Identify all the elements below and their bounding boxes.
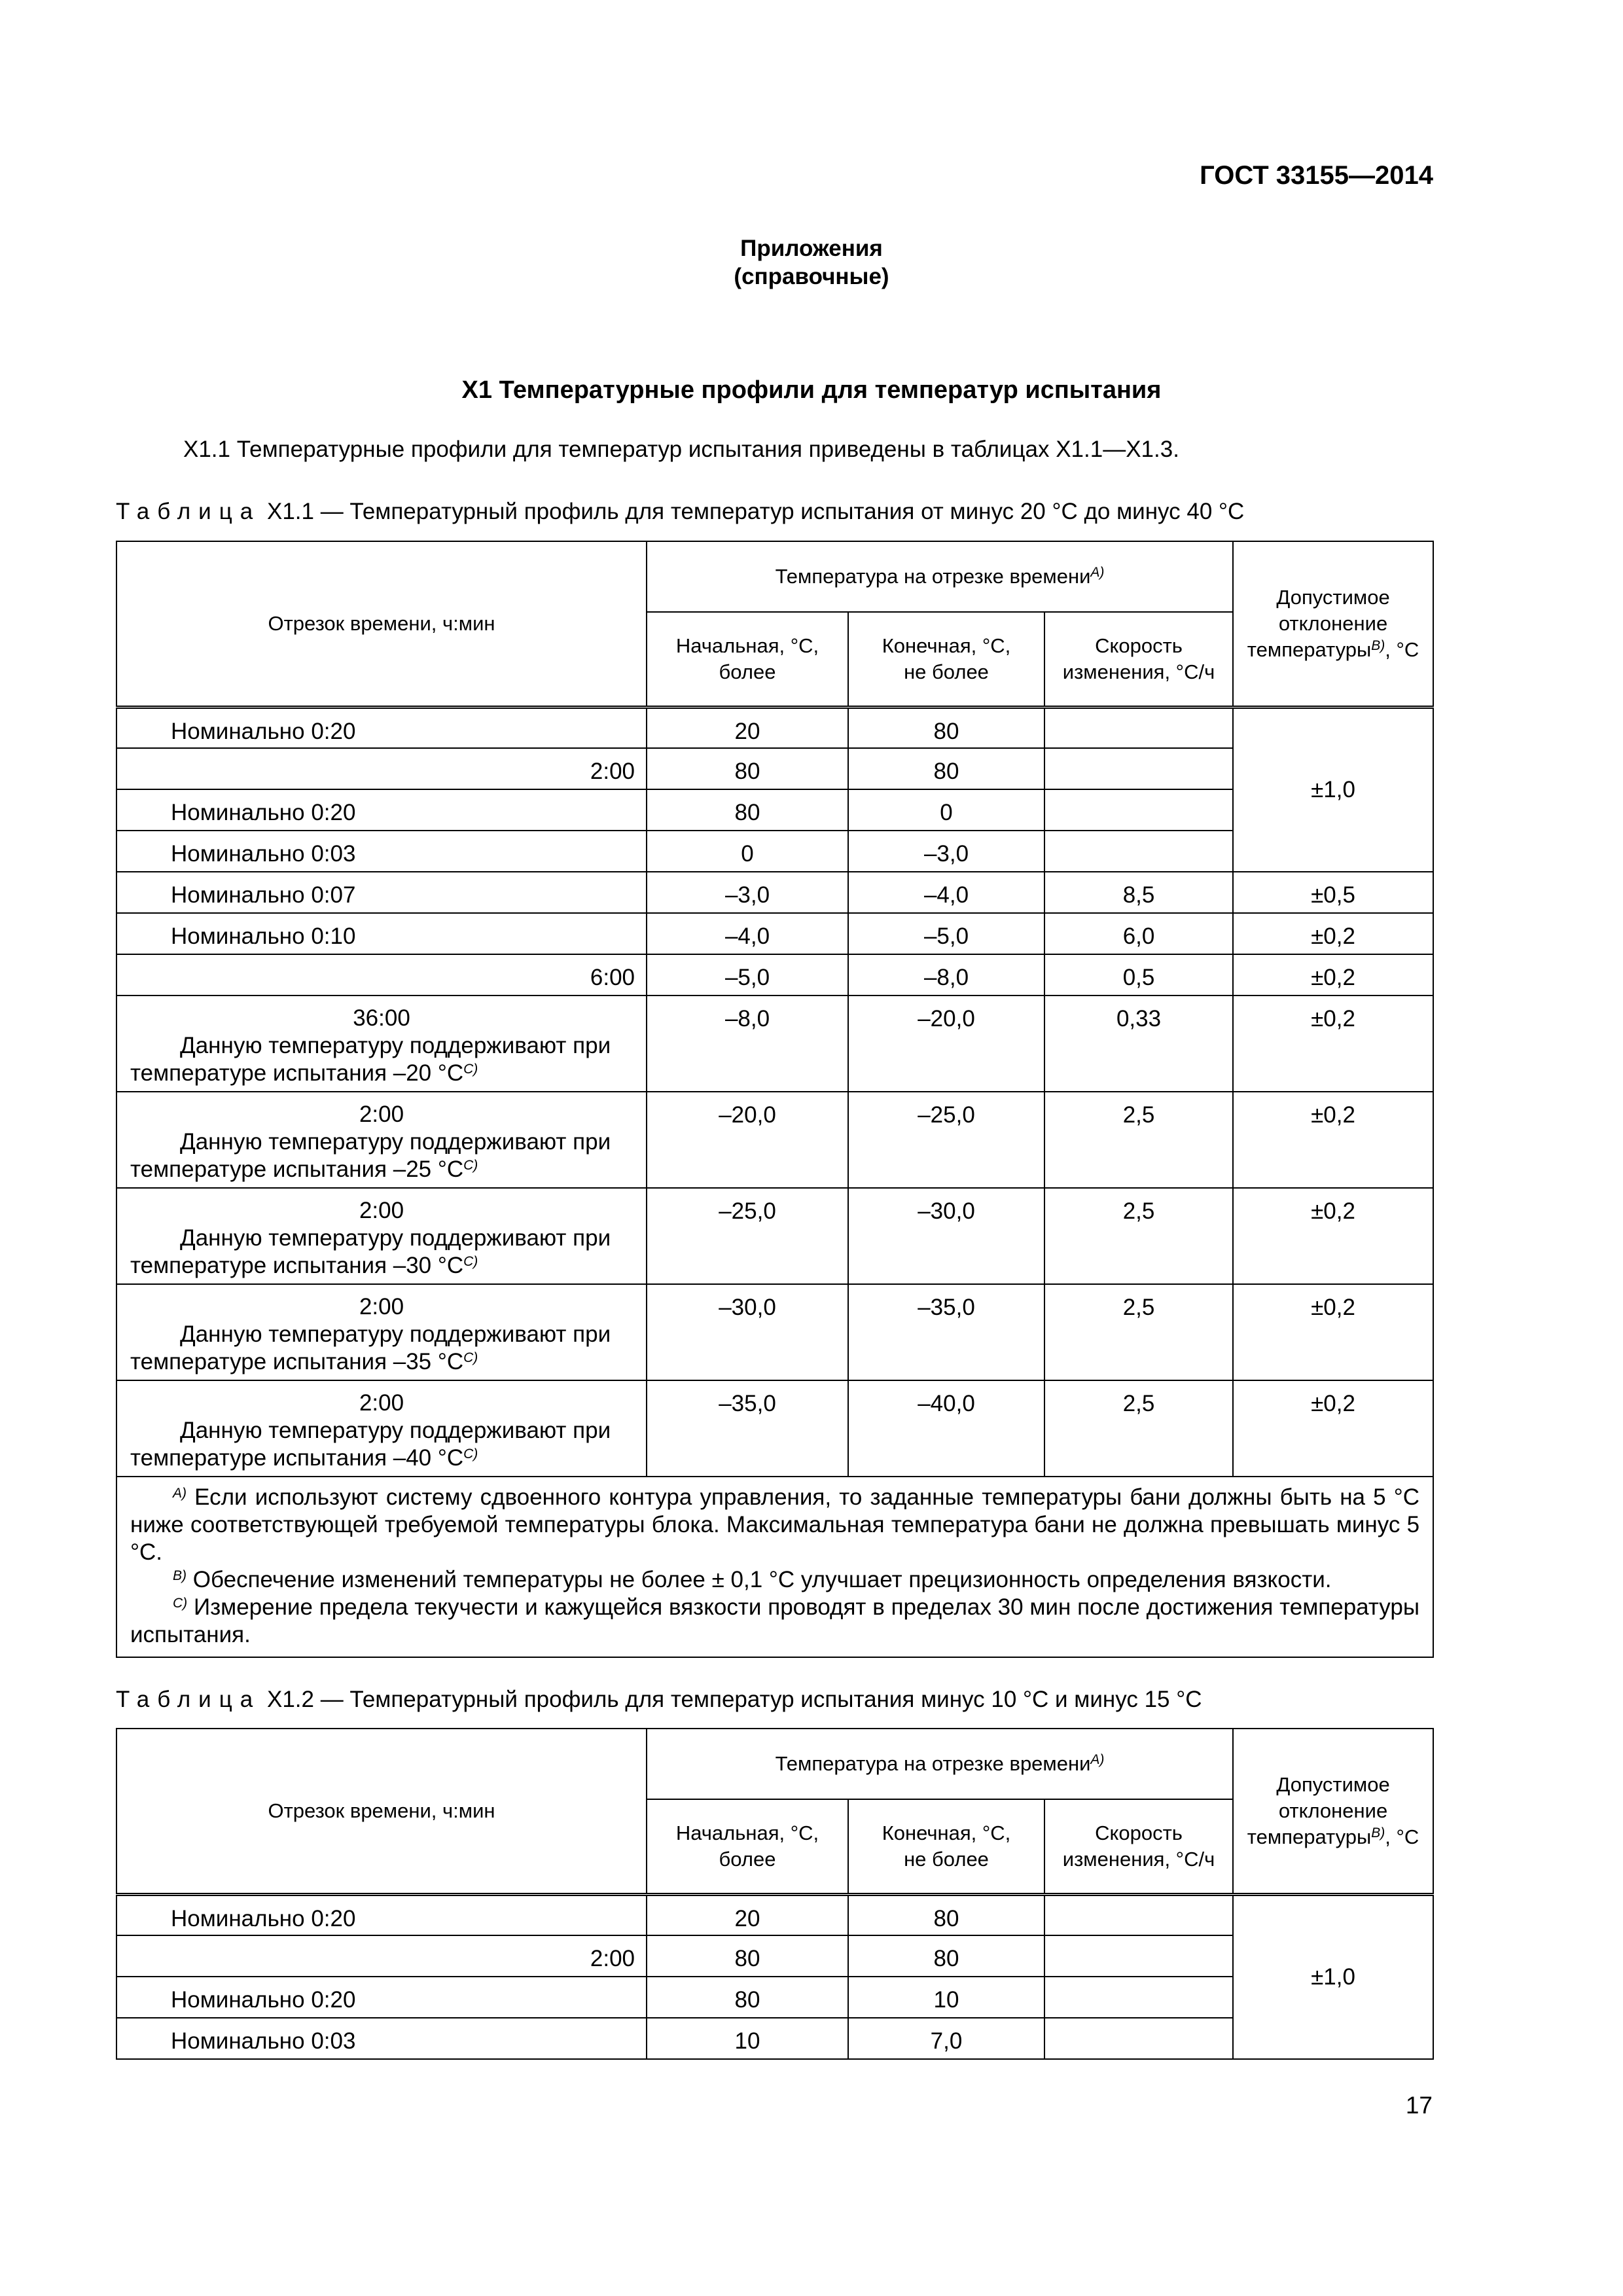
appendix-line-2: (справочные): [734, 264, 889, 289]
cell-segment: Номинально 0:20: [116, 1977, 647, 2018]
cell-start: –30,0: [647, 1284, 848, 1380]
cell-segment-hold: [116, 1284, 647, 1380]
cell-segment-hold: [116, 996, 647, 1092]
hold-temp: температуре испытания –25 $^\circ С^{С)}$: [130, 1157, 478, 1182]
table-row: [116, 707, 1433, 748]
cell-segment-hold: [116, 1092, 647, 1188]
col-header-rate: Скорость изменения, °С/ч: [1044, 1799, 1233, 1894]
cell-deviation: ±0,2: [1233, 1188, 1433, 1284]
section-heading: Х1 Температурные профили для температур испытания: [461, 376, 1162, 404]
cell-rate: 2,5: [1044, 1284, 1233, 1380]
hold-time: 2:00: [359, 1102, 404, 1127]
cell-rate: 2,5: [1044, 1092, 1233, 1188]
cell-deviation-merged: ±1,0: [1233, 1894, 1433, 2059]
cell-rate: 0,33: [1044, 996, 1233, 1092]
table2-caption: [116, 1687, 1202, 1713]
table1-caption-word: Таблица: [116, 499, 261, 524]
cell-start: 80: [647, 748, 848, 789]
cell-segment: 2:00: [116, 748, 647, 789]
hold-text: Данную температуру поддерживают при: [180, 1033, 611, 1058]
cell-end: –40,0: [848, 1380, 1044, 1477]
cell-start: 80: [647, 1935, 848, 1977]
hold-text: Данную температуру поддерживают при: [180, 1418, 611, 1443]
cell-start: –5,0: [647, 954, 848, 996]
hold-time: 2:00: [359, 1390, 404, 1416]
cell-segment: Номинально 0:10: [116, 913, 647, 954]
cell-end: 80: [848, 707, 1044, 748]
table2-caption-text: Х1.2 — Температурный профиль для температур испытания минус 10 °С и минус 15 °С: [266, 1687, 1202, 1712]
cell-rate: [1044, 831, 1233, 872]
cell-end: –25,0: [848, 1092, 1044, 1188]
cell-end: 80: [848, 1935, 1044, 1977]
cell-end: –35,0: [848, 1284, 1044, 1380]
cell-end: –20,0: [848, 996, 1044, 1092]
cell-start: 80: [647, 1977, 848, 2018]
cell-end: 0: [848, 789, 1044, 831]
cell-segment-hold: [116, 1188, 647, 1284]
col-header-start: Начальная, °С, более: [647, 1799, 848, 1894]
table-notes: [116, 1477, 1433, 1657]
cell-rate: [1044, 1935, 1233, 1977]
cell-rate: [1044, 2018, 1233, 2059]
table-row: [116, 913, 1433, 954]
hold-temp: температуре испытания –35 $^\circ С^{С)}$: [130, 1349, 478, 1374]
section-paragraph: Х1.1 Температурные профили для температур испытания приведены в таблицах Х1.1—Х1.3.: [183, 437, 1179, 462]
cell-start: –35,0: [647, 1380, 848, 1477]
cell-segment: Номинально 0:20: [116, 1894, 647, 1935]
col-header-start: Начальная, °С, более: [647, 612, 848, 707]
cell-end: 7,0: [848, 2018, 1044, 2059]
hold-text: Данную температуру поддерживают при: [180, 1225, 611, 1251]
cell-rate: 0,5: [1044, 954, 1233, 996]
cell-end: 80: [848, 748, 1044, 789]
cell-deviation: ±0,5: [1233, 872, 1433, 913]
cell-start: –25,0: [647, 1188, 848, 1284]
cell-deviation: ±0,2: [1233, 1284, 1433, 1380]
table1-caption-text: Х1.1 — Температурный профиль для температур испытания от минус 20 °С до минус 40 °С: [266, 499, 1245, 524]
cell-segment: Номинально 0:20: [116, 789, 647, 831]
table-row: [116, 872, 1433, 913]
cell-rate: [1044, 748, 1233, 789]
page-number: 17: [1405, 2092, 1433, 2119]
cell-end: –8,0: [848, 954, 1044, 996]
hold-text: Данную температуру поддерживают при: [180, 1321, 611, 1347]
cell-rate: 2,5: [1044, 1188, 1233, 1284]
hold-temp: температуре испытания –30 $^\circ С^{С)}$: [130, 1253, 478, 1278]
table-2: [116, 1728, 1434, 2060]
table-row: [116, 1894, 1433, 1935]
table-row: [116, 1188, 1433, 1284]
cell-rate: [1044, 1977, 1233, 2018]
hold-time: 2:00: [359, 1198, 404, 1223]
col-header-segment: Отрезок времени, ч:мин: [116, 541, 647, 707]
cell-segment: 6:00: [116, 954, 647, 996]
cell-end: –4,0: [848, 872, 1044, 913]
cell-deviation: ±0,2: [1233, 913, 1433, 954]
table-notes-row: [116, 1477, 1433, 1657]
footnote-b: $^{В)}$ Обеспечение изменений температуры не более ± 0,1 °С улучшает прецизионность определения вязкости.: [173, 1567, 1332, 1592]
cell-end: –30,0: [848, 1188, 1044, 1284]
table-row: [116, 1092, 1433, 1188]
footnote-a: $^{А)}$ Если используют систему сдвоенного контура управления, то заданные температуры бани должны быть на 5 °С ниже соответствующей требуемой температуры блока. Максимальная температура бани не должна превышать минус 5 °С.: [130, 1484, 1420, 1565]
table-row: [116, 1380, 1433, 1477]
cell-rate: [1044, 789, 1233, 831]
cell-rate: 2,5: [1044, 1380, 1233, 1477]
cell-deviation: ±0,2: [1233, 1092, 1433, 1188]
cell-start: 0: [647, 831, 848, 872]
cell-deviation: ±0,2: [1233, 954, 1433, 996]
table-row: [116, 954, 1433, 996]
cell-start: 80: [647, 789, 848, 831]
cell-segment: Номинально 0:20: [116, 707, 647, 748]
col-header-temp-group: Температура на отрезке времени$^{А)}$: [647, 541, 1233, 612]
standard-code: ГОСТ 33155—2014: [1200, 161, 1433, 190]
cell-rate: [1044, 1894, 1233, 1935]
cell-start: 10: [647, 2018, 848, 2059]
cell-start: 20: [647, 707, 848, 748]
cell-segment: Номинально 0:03: [116, 831, 647, 872]
col-header-end: Конечная, °С, не более: [848, 612, 1044, 707]
hold-temp: температуре испытания –40 $^\circ С^{С)}$: [130, 1445, 478, 1471]
cell-start: –3,0: [647, 872, 848, 913]
cell-rate: 6,0: [1044, 913, 1233, 954]
hold-time: 36:00: [353, 1005, 410, 1031]
col-header-deviation: Допустимое отклонение температуры$^{В)}$, °С: [1233, 541, 1433, 707]
cell-segment: Номинально 0:03: [116, 2018, 647, 2059]
cell-start: –8,0: [647, 996, 848, 1092]
cell-segment: Номинально 0:07: [116, 872, 647, 913]
table2-caption-word: Таблица: [116, 1687, 261, 1712]
col-header-segment: Отрезок времени, ч:мин: [116, 1729, 647, 1894]
appendix-line-1: Приложения: [740, 236, 883, 261]
table-row: [116, 996, 1433, 1092]
col-header-temp-group: Температура на отрезке времени$^{А)}$: [647, 1729, 1233, 1799]
table1-caption: [116, 499, 1244, 525]
cell-rate: [1044, 707, 1233, 748]
hold-temp: температуре испытания –20 $^\circ С^{С)}$: [130, 1060, 478, 1086]
hold-time: 2:00: [359, 1294, 404, 1319]
cell-rate: 8,5: [1044, 872, 1233, 913]
cell-segment-hold: [116, 1380, 647, 1477]
cell-end: –5,0: [848, 913, 1044, 954]
cell-deviation: ±0,2: [1233, 996, 1433, 1092]
table-row: [116, 1284, 1433, 1380]
cell-end: 80: [848, 1894, 1044, 1935]
cell-start: –20,0: [647, 1092, 848, 1188]
col-header-end: Конечная, °С, не более: [848, 1799, 1044, 1894]
col-header-rate: Скорость изменения, °С/ч: [1044, 612, 1233, 707]
cell-end: 10: [848, 1977, 1044, 2018]
cell-start: –4,0: [647, 913, 848, 954]
cell-start: 20: [647, 1894, 848, 1935]
col-header-deviation: Допустимое отклонение температуры$^{В)}$, °С: [1233, 1729, 1433, 1894]
footnote-c: $^{С)}$ Измерение предела текучести и кажущейся вязкости проводят в пределах 30 мин после достижения температуры испытания.: [130, 1594, 1420, 1647]
cell-segment: 2:00: [116, 1935, 647, 1977]
appendix-title: [0, 234, 1623, 291]
cell-deviation-merged: ±1,0: [1233, 707, 1433, 872]
cell-deviation: ±0,2: [1233, 1380, 1433, 1477]
hold-text: Данную температуру поддерживают при: [180, 1129, 611, 1155]
cell-end: –3,0: [848, 831, 1044, 872]
table-1: [116, 541, 1434, 1658]
